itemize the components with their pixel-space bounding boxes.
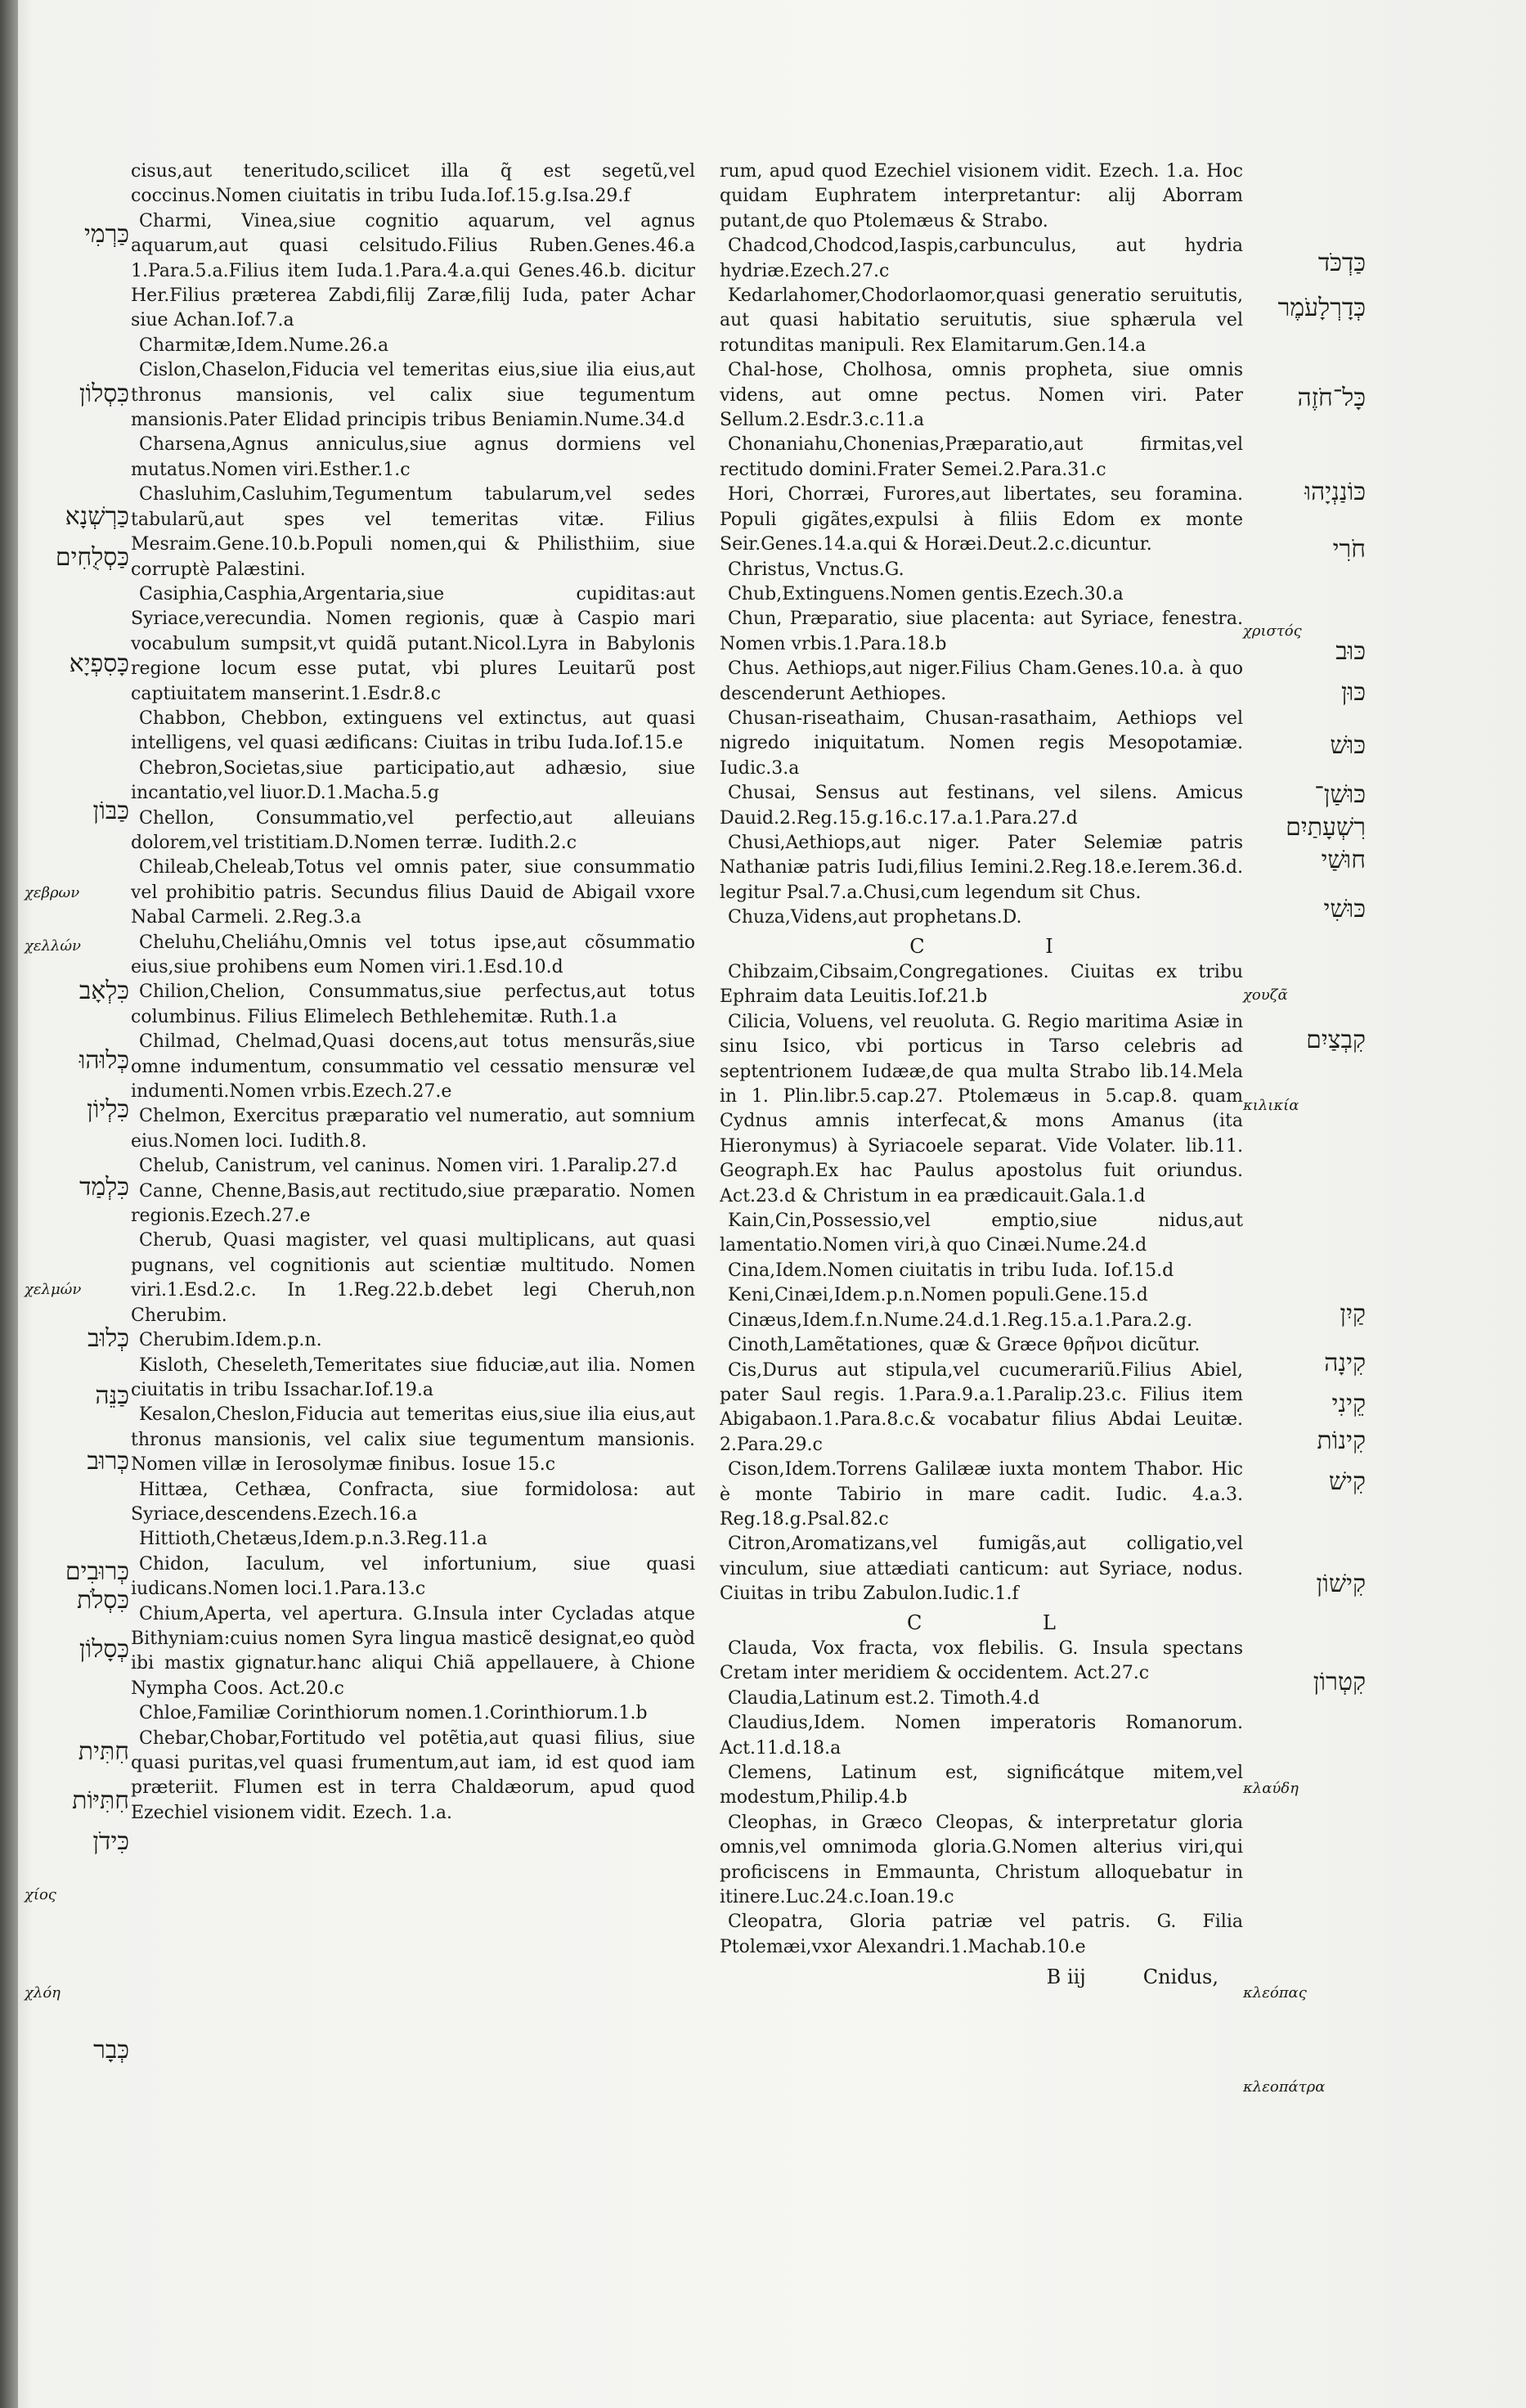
entry-cleophas: Cleophas, in Græco Cleopas, & interpretatur gloria omnis,vel omnimoda gloria.G.Nomen alterius viri,qui proficiscens in Emmaunta, Christum alloquebatur in itinere.Luc.24.c.Ioan.19.c: [720, 1812, 1243, 1908]
entry-chadcod: Chadcod,Chodcod,Iaspis,carbunculus, aut hydria hydriæ.Ezech.27.c: [720, 236, 1243, 281]
entry-chelub: Chelub, Canistrum, vel caninus. Nomen viri. 1.Paralip.27.d: [139, 1156, 678, 1177]
margin-hebrew-chebar: כְּבָר: [93, 2036, 129, 2064]
section-heading-ci: C I: [909, 934, 1111, 958]
margin-hebrew-chilion: כִּלְיוֹן: [87, 1095, 129, 1124]
margin-hebrew-canne: כַּנֵּה: [95, 1381, 129, 1410]
margin-hebrew-chusan-2: רִשְׁעָתַיִם: [1286, 813, 1366, 842]
margin-hebrew-keni: קֵינִי: [1331, 1390, 1366, 1418]
margin-hebrew-cina: קִינָה: [1324, 1349, 1366, 1377]
page-gutter-shadow: [0, 0, 18, 2408]
right-column: [720, 159, 1243, 2384]
margin-hebrew-chalhose: כָּל־חֹזֶה: [1297, 384, 1366, 412]
entry-hittioth: Hittioth,Chetæus,Idem.p.n.3.Reg.11.a: [139, 1529, 487, 1550]
margin-hebrew-chaselon: כִּסְלוֹן: [79, 380, 129, 408]
page-footer: [720, 1965, 1243, 1989]
entry-chonaniahu: Chonaniahu,Chonenias,Præparatio,aut firmitas,vel rectitudo domini.Frater Semei.2.Para.31.c: [720, 434, 1243, 480]
margin-greek-christus: χριστός: [1243, 622, 1302, 640]
entry-chium: Chium,Aperta, vel apertura. G.Insula inter Cycladas atque Bithyniam:cuius nomen Syra lingua masticẽ designat,eo quòd ibi mastix gignatur.hanc aliqui Chiã appellauere, à Chione Nympha Coos. Act.20.c: [131, 1603, 695, 1699]
margin-hebrew-chelub: כְּלוּב: [88, 1324, 129, 1353]
margin-hebrew-cinoth: קִינוֹת: [1317, 1426, 1366, 1455]
margin-greek-cleophas: κλεόπας: [1243, 1984, 1307, 2001]
catchword: Cnidus,: [1142, 1965, 1219, 1989]
entry-chelmon: Chelmon, Exercitus præparatio vel numeratio, aut somnium eius.Nomen loci. Iudith.8.: [131, 1106, 695, 1152]
entry-kesalon: Kesalon,Cheslon,Fiducia aut temeritas eius,siue ilia eius,aut thronus mansionis, vel calix siue tegumentum mansionis. Nomen villæ in Ierosolymæ finibus. Iosue 15.c: [131, 1404, 695, 1476]
entry-citron: Citron,Aromatizans,vel fumigãs,aut colligatio,vel vinculum, siue attædiati canticum: aut Syriace, nodus. Ciuitas in tribu Zabulon.Iudic.1.f: [720, 1534, 1243, 1605]
entry-claudius: Claudius,Idem. Nomen imperatoris Romanorum. Act.11.d.18.a: [720, 1713, 1243, 1759]
margin-hebrew-chasluhim: כַּסְלֻחִים: [55, 543, 129, 572]
entry-kisloth: Kisloth, Cheseleth,Temeritates siue fiduciæ,aut ilia. Nomen ciuitatis in tribu Issachar.Iof.19.a: [131, 1354, 695, 1400]
entry-chusan: Chusan-riseathaim, Chusan-rasathaim, Aethiops vel nigredo iniquitatum. Nomen regis Mesopotamiæ. Iudic.3.a: [720, 708, 1243, 779]
margin-hebrew-chidon: כִּידֹן: [92, 1827, 129, 1856]
entry-chidon: Chidon, Iaculum, vel infortunium, siue quasi iudicans.Nomen loci.1.Para.13.c: [131, 1553, 695, 1600]
entry-chilmad: Chilmad, Chelmad,Quasi docens,aut totus mensurãs,siue omne indumentum, consummatio vel cessatio mensuræ vel indumenti.Nomen vrbis.Ezech.27.e: [131, 1031, 695, 1103]
entry-cilicia: Cilicia, Voluens, vel reuoluta. G. Regio maritima Asiæ in sinu Isico, vbi porticus in Tarso celebris ad septentrionem Iudææ,de qua multa Strabo lib.14.Mela in 1. Plin.libr.5.cap.27. Ptolemæus in 5.cap.8. quam Cydnus amnis interfecat,& mons Amanus (ita Hieronymus) à Syriacoele separat. Vide Volater. lib.11. Geograph.Ex hac Paulus apostolus fuit oriundus. Act.23.d & Christum in ea prædicauit.Gala.1.d: [720, 1011, 1243, 1206]
entry-chloe: Chloe,Familiæ Corinthiorum nomen.1.Corinthiorum.1.b: [139, 1703, 648, 1724]
entry-cinoth: Cinoth,Lamẽtationes, quæ & Græce θρῆνοι dicũtur.: [728, 1335, 1201, 1356]
margin-greek-chellon: χελλών: [25, 937, 82, 955]
margin-hebrew-chibzaim: קִבְצַיִם: [1306, 1026, 1366, 1054]
entry-charmitae: Charmitæ,Idem.Nume.26.a: [139, 335, 389, 356]
margin-greek-cleopatra: κλεοπάτρα: [1243, 2078, 1326, 2096]
entry-charsena: Charsena,Agnus anniculus,siue agnus dormiens vel mutatus.Nomen viri.Esther.1.c: [131, 434, 695, 480]
entry-cheluhu: Cheluhu,Cheliáhu,Omnis vel totus ipse,aut cõsummatio eius,siue prohibens eum Nomen viri.1.Esd.10.d: [131, 932, 695, 977]
margin-hebrew-chonaniahu: כּוֹנַנְיָהוּ: [1304, 478, 1366, 506]
entry-cherub: Cherub, Quasi magister, vel quasi multiplicans, aut quasi pugnans, vel cognitionis aut scientiæ multitudo. Nomen viri.1.Esd.2.c. In 1.Reg.22.b.debet legi Cheruh,non Cherubim.: [131, 1230, 695, 1326]
margin-hebrew-chun: כּוּן: [1341, 678, 1366, 707]
signature-mark: B iij: [1046, 1965, 1086, 1989]
entry-chusi: Chusi,Aethiops,aut niger. Pater Selemiæ patris Nathaniæ patris Iudi,filius Iemini.2.Reg.18.e.Ierem.36.d. legitur Psal.7.a.Chusi,cum legendum sit Chus.: [720, 832, 1243, 903]
entry-chub: Chub,Extinguens.Nomen gentis.Ezech.30.a: [728, 583, 1124, 604]
entry-claudia: Claudia,Latinum est.2. Timoth.4.d: [728, 1687, 1040, 1709]
margin-greek-cilicia: κιλικία: [1243, 1097, 1299, 1114]
margin-greek-chloe: χλόη: [25, 1984, 61, 2001]
margin-hebrew-chusai: חוּשַׁי: [1321, 846, 1366, 874]
entry-chabbon: Chabbon, Chebbon, extinguens vel extinctus, aut quasi intelligens, vel quasi ædificans: Ciuitas in tribu Iuda.Iof.15.e: [131, 708, 695, 754]
margin-hebrew-chub: כּוּב: [1335, 637, 1366, 666]
entry-charmi: Charmi, Vinea,siue cognitio aquarum, vel agnus aquarum,aut quasi celsitudo.Filius Ruben.Genes.46.a 1.Para.5.a.Filius item Iuda.1.Para.4.a.qui Genes.46.b. dicitur Her.Filius præterea Zabdi,filij Zaræ,filij Iuda, pater Achar siue Achan.Iof.7.a: [131, 210, 695, 331]
entry-chusai: Chusai, Sensus aut festinans, vel silens. Amicus Dauid.2.Reg.15.g.16.c.17.a.1.Para.27.d: [720, 783, 1243, 829]
entry-chuza: Chuza,Videns,aut prophetans.D.: [728, 907, 1022, 928]
entry-chun: Chun, Præparatio, siue placenta: aut Syriace, fenestra. Nomen vrbis.1.Para.18.b: [720, 609, 1243, 654]
entry-chasluhim: Chasluhim,Casluhim,Tegumentum tabularum,vel sedes tabularũ,aut spes vel temeritas vitæ. Filius Mesraim.Gene.10.b.Populi nomen,qui & Philisthiim, siue corruptè Palæstini.: [131, 484, 695, 580]
entry-continuation: rum, apud quod Ezechiel visionem vidit. Ezech. 1.a. Hoc quidam Euphratem interpretantur: alij Aborram putant,de quo Ptolemæus & Strabo.: [720, 161, 1243, 231]
margin-greek-chuza: χουζᾶ: [1243, 986, 1288, 1004]
entry-chalhose: Chal-hose, Cholhosa, omnis propheta, siue omnis videns, aut omne pectus. Nomen viri. Pater Sellum.2.Esdr.3.c.11.a: [720, 360, 1243, 431]
margin-hebrew-cis: קִישׁ: [1328, 1467, 1366, 1496]
margin-hebrew-hittioth: חִתִּיּוֹת: [72, 1786, 129, 1815]
margin-hebrew-kedarlahomer: כְּדָרְלָעֹמֶר: [1277, 294, 1366, 322]
margin-greek-chebron: χεβρων: [25, 884, 80, 901]
margin-hebrew-cherubim: כְּרוּבִים: [65, 1557, 129, 1586]
entry-hittaea: Hittæa, Cethæa, Confracta, siue formidolosa: aut Syriace,descendens.Ezech.16.a: [131, 1479, 695, 1525]
entry-cis: Cis,Durus aut stipula,vel cucumerariũ.Filius Abiel, pater Saul regis. 1.Para.9.a.1.Paralip.23.c. Filius item Abigabaon.1.Para.8.c.& vocabatur filius Abdai Leuitæ. 2.Para.29.c: [720, 1359, 1243, 1455]
margin-hebrew-chusi: כּוּשִׁי: [1323, 895, 1366, 923]
entry-cislon: Cislon,Chaselon,Fiducia vel temeritas eius,siue ilia eius,aut thronus mansionis, vel calix siue tegumentum mansionis.Pater Elidad principis tribus Beniamin.Nume.34.d: [131, 360, 695, 431]
entry-cherubim: Cherubim.Idem.p.n.: [139, 1330, 322, 1351]
margin-hebrew-cison: קִישׁוֹן: [1316, 1570, 1366, 1598]
margin-hebrew-casiphia: כָּסִפְיָא: [69, 649, 129, 678]
entry-chus: Chus. Aethiops,aut niger.Filius Cham.Genes.10.a. à quo descenderunt Aethiopes.: [720, 658, 1243, 704]
entry-chebar: Chebar,Chobar,Fortitudo vel potẽtia,aut quasi filius, siue quasi puritas,vel quasi frumentum,aut iam, id est quod iam præteriit. Flumen est in terra Chaldæorum, apud quod Ezechiel visionem vidit. Ezech. 1.a.: [131, 1727, 695, 1823]
entry-clauda: Clauda, Vox fracta, vox flebilis. G. Insula spectans Cretam inter meridiem & occidentem. Act.27.c: [720, 1638, 1243, 1684]
section-heading-cl: C L: [907, 1611, 1113, 1634]
margin-hebrew-hittaea: חִתִּית: [78, 1737, 129, 1766]
entry-canne: Canne, Chenne,Basis,aut rectitudo,siue præparatio. Nomen regionis.Ezech.27.e: [131, 1180, 695, 1227]
margin-hebrew-hori: חֹרִי: [1332, 535, 1366, 564]
entry-chilion: Chilion,Chelion, Consummatus,siue perfectus,aut totus columbinus. Filius Elimelech Bethlehemitæ. Ruth.1.a: [131, 982, 695, 1027]
entry-clemens: Clemens, Latinum est, significátque mitem,vel modestum,Philip.4.b: [720, 1763, 1243, 1808]
entry-keni: Keni,Cinæi,Idem.p.n.Nomen populi.Gene.15.d: [728, 1285, 1148, 1306]
margin-greek-chium: χίος: [25, 1886, 56, 1903]
entry-continuation: cisus,aut teneritudo,scilicet illa q̃ est segetũ,vel coccinus.Nomen ciuitatis in tribu Iuda.Iof.15.g.Isa.29.f: [131, 161, 695, 207]
margin-greek-chelmon: χελμών: [25, 1281, 82, 1298]
left-column: [131, 159, 695, 2384]
margin-hebrew-citron: קִטְרוֹן: [1313, 1668, 1366, 1696]
entry-cison: Cison,Idem.Torrens Galilææ iuxta montem Thabor. Hic è monte Tabirio in mare cadit. Iudic. 4.a.3. Reg.18.g.Psal.82.c: [720, 1459, 1243, 1530]
margin-hebrew-charmi: כַּרְמִי: [83, 220, 129, 249]
margin-hebrew-chilmad: כִּלְמַד: [79, 1173, 129, 1202]
margin-hebrew-cherub: כְּרוּב: [87, 1447, 129, 1476]
entry-chellon: Chellon, Consummatio,vel perfectio,aut alleuians dolorem,vel tristitiam.D.Nomen terræ. Iudith.2.c: [131, 807, 695, 853]
margin-hebrew-charsena: כַּרְשְׁנָא: [65, 502, 129, 531]
entry-cinaeus: Cinæus,Idem.f.n.Nume.24.d.1.Reg.15.a.1.Para.2.g.: [728, 1310, 1193, 1331]
entry-christus: Christus, Vnctus.G.: [728, 559, 904, 580]
margin-hebrew-chadcod: כַּדְכֹּד: [1317, 249, 1366, 277]
margin-hebrew-cheluhu: כְּלוּהוּ: [79, 1046, 129, 1075]
entry-kain: Kain,Cin,Possessio,vel emptio,siue nidus,aut lamentatio.Nomen viri,à quo Cinæi.Nume.24.d: [720, 1211, 1243, 1256]
margin-hebrew-kain: קַיִן: [1340, 1300, 1366, 1328]
entry-hori: Hori, Chorræi, Furores,aut libertates, seu foramina. Populi gigãtes,expulsi à filiis Edom ex monte Seir.Genes.14.a.qui & Horæi.Deut.2.c.dicuntur.: [720, 484, 1243, 555]
entry-cina: Cina,Idem.Nomen ciuitatis in tribu Iuda. Iof.15.d: [728, 1260, 1174, 1281]
entry-kedarlahomer: Kedarlahomer,Chodorlaomor,quasi generatio seruitutis, aut quasi habitatio seruitutis, siue sphærula vel rotunditas manipuli. Rex Elamitarum.Gen.14.a: [720, 285, 1243, 356]
margin-hebrew-chusan-1: כּוּשַׁן־: [1314, 780, 1366, 809]
entry-chileab: Chileab,Cheleab,Totus vel omnis pater, siue consummatio vel prohibitio patris. Secundus filius Dauid de Abigail vxore Nabal Carmeli. 2.Reg.3.a: [131, 857, 695, 928]
entry-chibzaim: Chibzaim,Cibsaim,Congregationes. Ciuitas ex tribu Ephraim data Leuitis.Iof.21.b: [720, 962, 1243, 1008]
margin-hebrew-kisloth: כִּסְלֹת: [76, 1586, 129, 1615]
margin-hebrew-chus: כּוּשׁ: [1330, 731, 1366, 760]
margin-hebrew-kesalon: כְּסָלוֹן: [79, 1635, 129, 1664]
margin-hebrew-chabbon: כַּבּוֹן: [92, 797, 129, 825]
entry-casiphia: Casiphia,Casphia,Argentaria,siue cupiditas:aut Syriace,verecundia. Nomen regionis, quæ à Caspio mari vocabulum sumpsit,vt quidã putant.Nicol.Lyra in Babylonis regione locum esse putat, vbi plures Leuitarũ post captiuitatem manserint.1.Esdr.8.c: [131, 583, 695, 704]
margin-greek-clauda: κλαύδη: [1243, 1780, 1299, 1797]
entry-cleopatra: Cleopatra, Gloria patriæ vel patris. G. Filia Ptolemæi,vxor Alexandri.1.Machab.10.e: [720, 1912, 1243, 1957]
margin-hebrew-chileab: כִּלְאָב: [79, 977, 129, 1005]
entry-chebron: Chebron,Societas,siue participatio,aut adhæsio, siue incantatio,vel liuor.D.1.Macha.5.g: [131, 757, 695, 804]
